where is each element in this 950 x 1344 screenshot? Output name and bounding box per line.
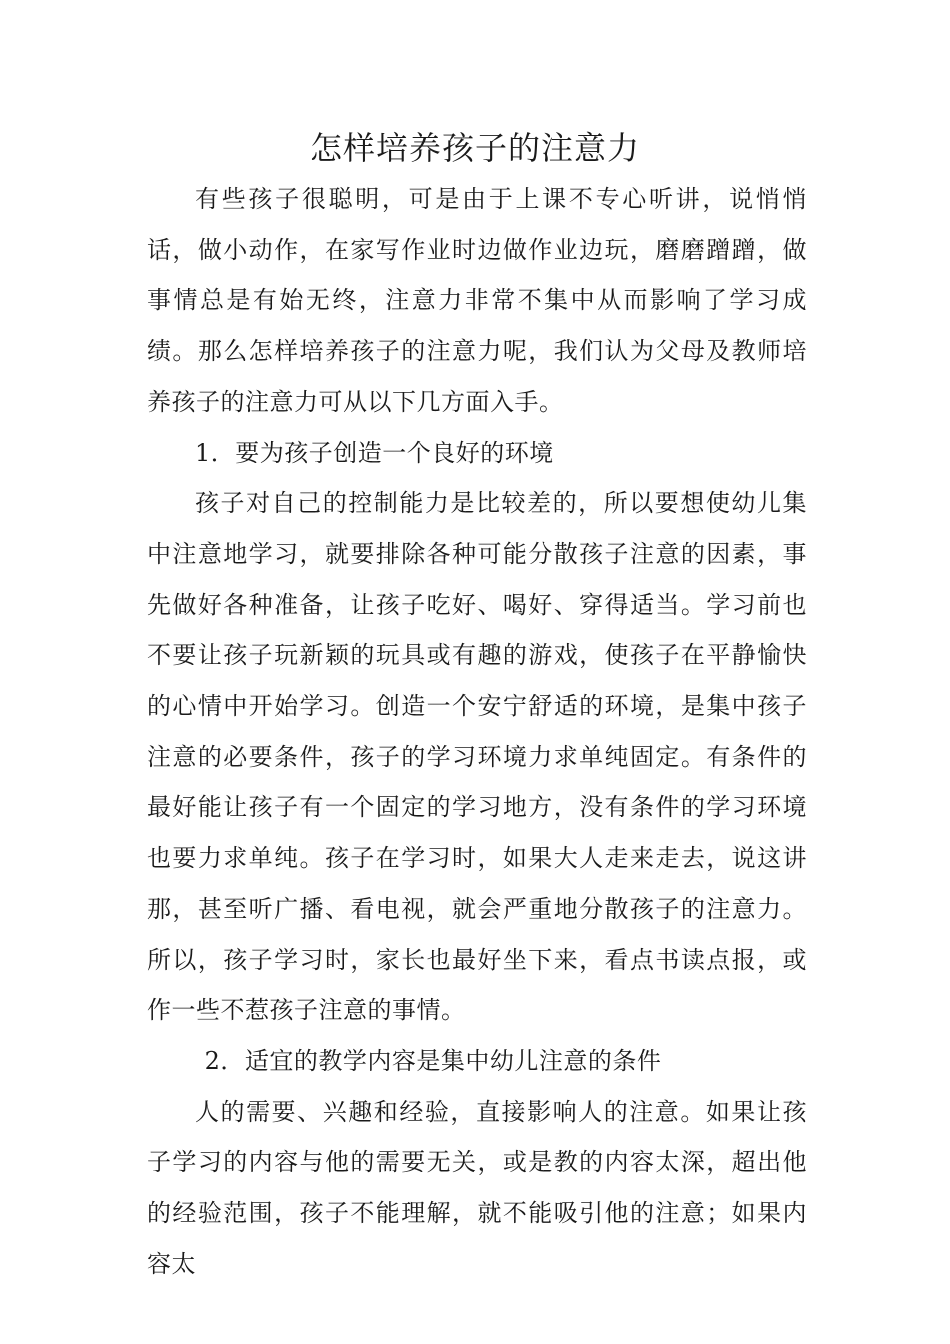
section-heading-1: 1．要为孩子创造一个良好的环境 — [195, 438, 554, 467]
document-body — [147, 174, 807, 1289]
paragraph-intro: 有些孩子很聪明，可是由于上课不专心听讲，说悄悄话，做小动作，在家写作业时边做作业边玩，磨磨蹭蹭，做事情总是有始无终，注意力非常不集中从而影响了学习成绩。那么怎样培养孩子的注意力呢，我们认为父母及教师培养孩子的注意力可从以下几方面入手。 — [147, 185, 807, 416]
paragraph-environment: 孩子对自己的控制能力是比较差的，所以要想使幼儿集中注意地学习，就要排除各种可能分散孩子注意的因素，事先做好各种准备，让孩子吃好、喝好、穿得适当。学习前也不要让孩子玩新颖的玩具或有趣的游戏，使孩子在平静愉快的心情中开始学习。创造一个安宁舒适的环境，是集中孩子注意的必要条件，孩子的学习环境力求单纯固定。有条件的最好能让孩子有一个固定的学习地方，没有条件的学习环境也要力求单纯。孩子在学习时，如果大人走来走去，说这讲那，甚至听广播、看电视，就会严重地分散孩子的注意力。所以，孩子学习时，家长也最好坐下来，看点书读点报，或作一些不惹孩子注意的事情。 — [147, 489, 807, 1025]
paragraph-content: 人的需要、兴趣和经验，直接影响人的注意。如果让孩子学习的内容与他的需要无关，或是教的内容太深，超出他的经验范围，孩子不能理解，就不能吸引他的注意；如果内容太 — [147, 1097, 807, 1278]
section-heading-2: 2．适宜的教学内容是集中幼儿注意的条件 — [204, 1046, 662, 1075]
document-title: 怎样培养孩子的注意力 — [309, 129, 640, 167]
